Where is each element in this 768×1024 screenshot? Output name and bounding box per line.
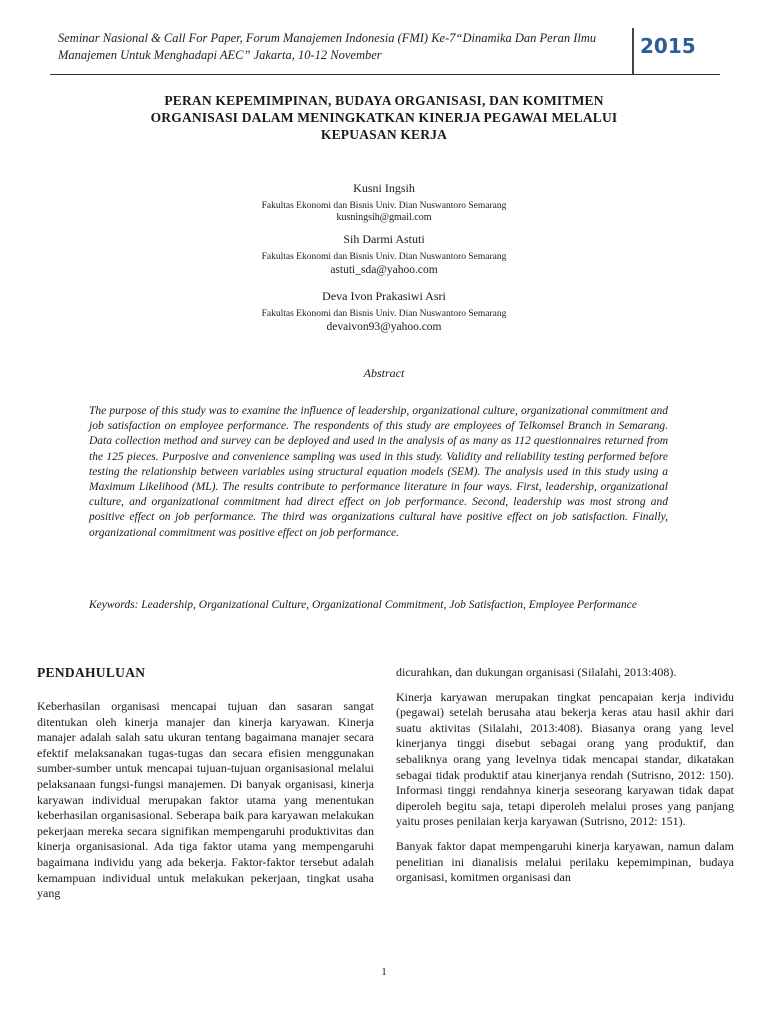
body-paragraph: dicurahkan, dan dukungan organisasi (Silalahi, 2013:408). (396, 665, 677, 679)
author-email: devaivon93@yahoo.com (326, 321, 442, 333)
author-name: Sih Darmi Astuti (343, 232, 425, 246)
author-name: Kusni Ingsih (353, 181, 415, 195)
running-header (50, 28, 720, 75)
abstract-heading: Abstract (363, 366, 405, 380)
author-2 (0, 231, 768, 277)
header-divider (632, 28, 634, 74)
page-number: 1 (381, 966, 387, 978)
keywords: Keywords: Leadership, Organizational Culture, Organizational Commitment, Job Satisfaction, Employee Performance (89, 599, 638, 611)
conference-info (58, 30, 628, 64)
paper-title (95, 92, 673, 143)
author-email: kusningsih@gmail.com (336, 212, 432, 223)
author-email: astuti_sda@yahoo.com (330, 264, 438, 276)
right-column (396, 665, 734, 895)
title-line-2: ORGANISASI DALAM MENINGKATKAN KINERJA PEGAWAI MELALUI (150, 110, 618, 125)
section-heading: PENDAHULUAN (37, 665, 146, 680)
author-affiliation: Fakultas Ekonomi dan Bisnis Univ. Dian Nuswantoro Semarang (261, 309, 507, 319)
conference-line-2: Manajemen Untuk Menghadapi AEC” Jakarta, 10-12 November (58, 48, 382, 62)
title-line-3: KEPUASAN KERJA (320, 127, 448, 142)
author-affiliation: Fakultas Ekonomi dan Bisnis Univ. Dian Nuswantoro Semarang (261, 252, 507, 262)
abstract-body: The purpose of this study was to examine the influence of leadership, organizational culture, organizational commitment and job satisfaction on employee performance. The respondents of this study are employees of Telkomsel Branch in Semarang. Data collection method and survey can be deployed and used in the analysis of as many as 112 questionnaires returned from the 125 pieces. Purposive and convenience sampling was used in this study. Validity and reliability testing performed before testing the relationship between variables using structural equation models (SEM). The analysis used in this study using a Maximum Likelihood (ML). The results contribute to performance literature in four ways. First, leadership, organizational culture, and organizational commitment had direct effect on job performance. Second, leadership was most strong and positive effect on job performance. The third was organizations cultural have positive effect on job satisfaction. Finally, organizational commitment was positive effect on job performance. (89, 405, 668, 539)
body-paragraph: Keberhasilan organisasi mencapai tujuan dan sasaran sangat ditentukan oleh kinerja manajer dan kinerja karyawan. Kinerja manajer adalah salah satu ukuran tentang bagaimana manajer secara efektif melaksanakan tugas-tugas dan secara efisien menggunakan sumber-sumber untuk mencapai tujuan-tujuan organisasional melalui pelaksanaan fungsi-fungsi manajemen. Di banyak organisasi, kinerja karyawan individual merupakan faktor utama yang menentukan keberhasilan organisasional. Seberapa baik para karyawan melakukan pekerjaan mereka secara signifikan mempengaruhi produktivitas dan kinerja organisasional. Ada tiga faktor utama yang mempengaruhi bagaimana individu yang ada bekerja. Faktor-faktor tersebut adalah kemampuan individual untuk melakukan pekerjaan, tingkat usaha yang (37, 699, 374, 901)
title-line-1: PERAN KEPEMIMPINAN, BUDAYA ORGANISASI, DAN KOMITMEN (164, 93, 604, 108)
conference-line-1: Seminar Nasional & Call For Paper, Forum Manajemen Indonesia (FMI) Ke-7“Dinamika Dan Peran Ilmu (58, 31, 597, 45)
body-paragraph: Banyak faktor dapat mempengaruhi kinerja karyawan, namun dalam penelitian ini dianalisis melalui perilaku kepemimpinan, budaya organisasi, komitmen organisasi dan (396, 838, 734, 885)
left-column (37, 699, 374, 902)
body-paragraph: Kinerja karyawan merupakan tingkat pencapaian kerja individu (pegawai) setelah berusaha atau bekerja keras atau hasil akhir dari suatu aktivitas (Silalahi, 2013:408). Biasanya orang yang level kinerjanya tinggi disebut sebagai orang yang produktif, dan sebaliknya orang yang levelnya tidak mencapai standar, dikatakan sebagai tidak produktif atau kinerjanya rendah (Sutrisno, 2012: 150). Informasi tinggi rendahnya kinerja seseorang karyawan tidak dapat diperoleh begitu saja, tetapi diperoleh melalui proses yang panjang yaitu proses penilaian kerja karyawan (Sutrisno, 2012: 151). (396, 689, 734, 829)
author-1 (0, 180, 768, 224)
author-name: Deva Ivon Prakasiwi Asri (322, 289, 446, 303)
author-3 (0, 288, 768, 334)
header-year: 2015 (640, 34, 696, 58)
author-affiliation: Fakultas Ekonomi dan Bisnis Univ. Dian Nuswantoro Semarang (261, 201, 507, 211)
